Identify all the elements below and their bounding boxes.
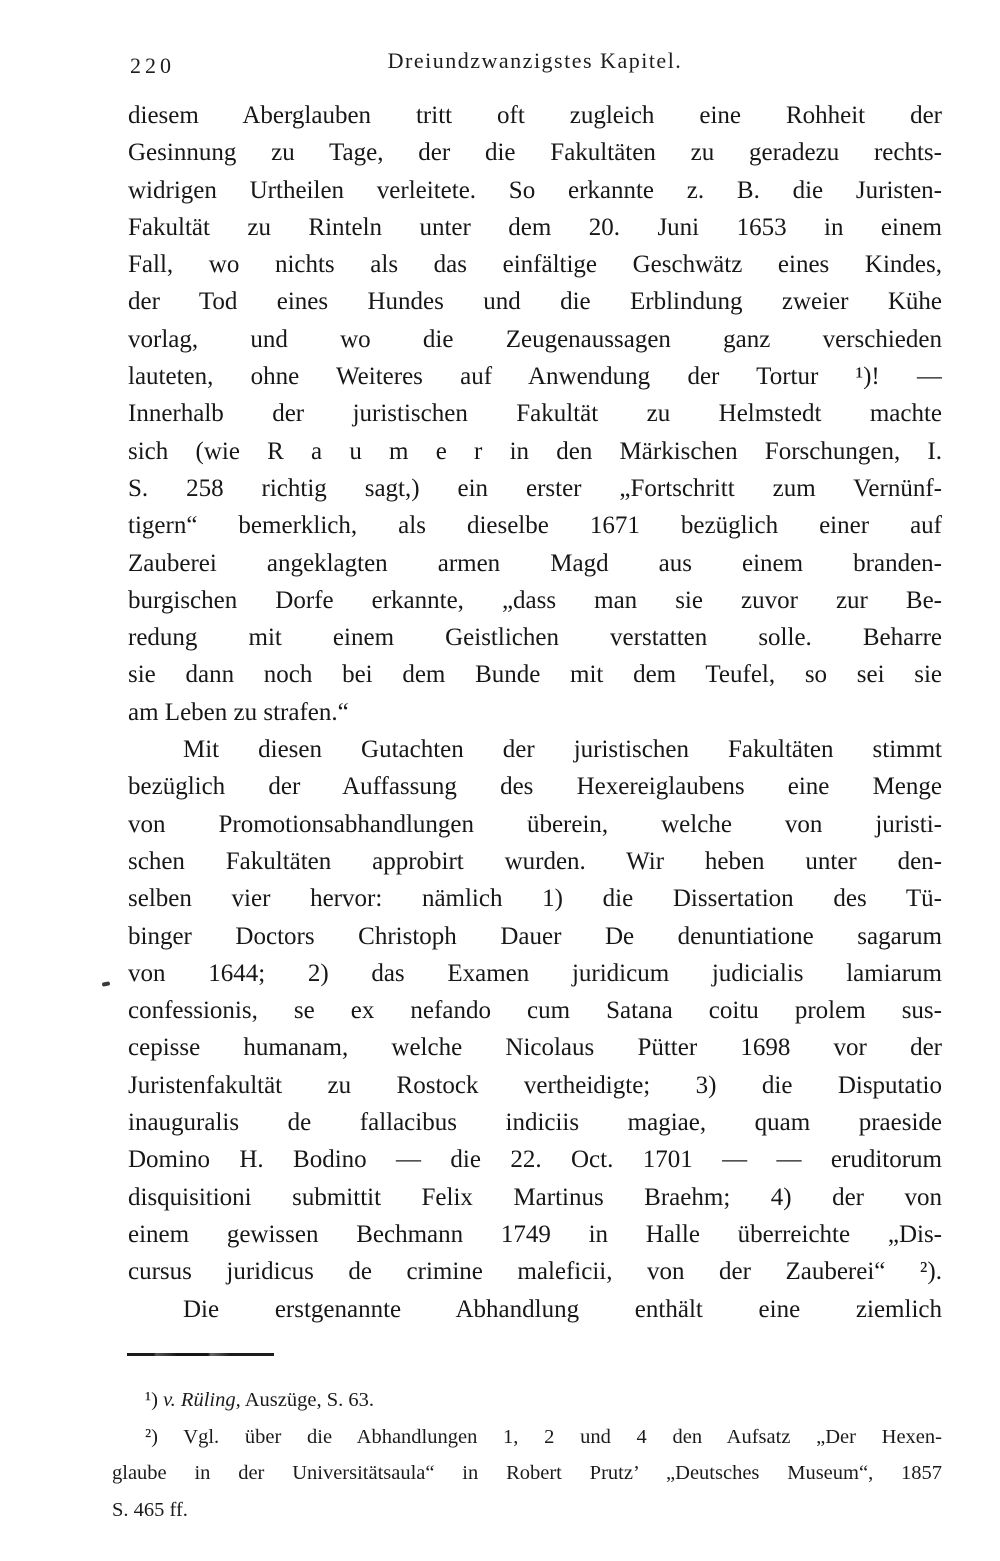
text-line: sie dann noch bei dem Bunde mit dem Teufel, so sei sie <box>128 661 942 689</box>
text-line: diesem Aberglauben tritt oft zugleich eine Rohheit der <box>128 102 942 129</box>
text-line: selben vier hervor: nämlich 1) die Dissertation des Tü- <box>128 885 942 913</box>
footnote-2-line-1: ²) Vgl. über die Abhandlungen 1, 2 und 4 den Aufsatz „Der Hexen- <box>145 1425 942 1448</box>
text-line: sich (wie R a u m e r in den Märkischen Forschungen, I. <box>128 437 942 465</box>
text-line: der Tod eines Hundes und die Erblindung zweier Kühe <box>128 288 942 316</box>
text-line: lauteten, ohne Weiteres auf Anwendung der Tortur ¹)! — <box>128 363 942 391</box>
footnote-1-source: v. Rüling, <box>163 1389 241 1411</box>
text-line: inauguralis de fallacibus indiciis magiae, quam praeside <box>128 1109 942 1137</box>
text-line: burgischen Dorfe erkannte, „dass man sie zuvor zur Be- <box>128 586 942 614</box>
footnote-2-line-3: S. 465 ff. <box>112 1498 188 1521</box>
text-line: von Promotionsabhandlungen überein, welche von juristi- <box>128 810 942 838</box>
footnote-1-marker: ¹) <box>145 1389 158 1411</box>
footnote-1-text: Auszüge, S. 63. <box>244 1389 374 1411</box>
text-line: Zauberei angeklagten armen Magd aus einem branden- <box>128 549 942 577</box>
text-line: von 1644; 2) das Examen juridicum judicialis lamiarum <box>128 959 942 987</box>
text-line: Gesinnung zu Tage, der die Fakultäten zu geradezu rechts- <box>128 139 942 167</box>
text-line: disquisitioni submittit Felix Martinus Braehm; 4) der von <box>128 1183 942 1211</box>
running-header <box>128 46 942 78</box>
body-text <box>128 97 942 1328</box>
footnotes <box>112 1382 942 1528</box>
page-number: 220 <box>130 53 175 78</box>
text-line: widrigen Urtheilen verleitete. So erkannte z. B. die Juristen- <box>128 176 942 204</box>
footnote-1 <box>112 1382 942 1419</box>
text-line: Fakultät zu Rinteln unter dem 20. Juni 1653 in einem <box>128 213 942 241</box>
text-line: einem gewissen Bechmann 1749 in Halle überreichte „Dis- <box>128 1220 942 1248</box>
text-line: S. 258 richtig sagt,) ein erster „Fortschritt zum Vernünf- <box>128 474 942 502</box>
text-line: Die erstgenannte Abhandlung enthält eine ziemlich <box>183 1295 942 1323</box>
text-line: am Leben zu strafen.“ <box>128 698 349 726</box>
chapter-title: Dreiundzwanzigstes Kapitel. <box>387 48 683 73</box>
text-line: Juristenfakultät zu Rostock vertheidigte; 3) die Disputatio <box>128 1071 942 1099</box>
text-line: Innerhalb der juristischen Fakultät zu Helmstedt machte <box>128 400 942 428</box>
text-line: bezüglich der Auffassung des Hexereiglaubens eine Menge <box>128 773 942 801</box>
text-line: Domino H. Bodino — die 22. Oct. 1701 — — eruditorum <box>128 1146 942 1174</box>
footnote-2-line-2: glaube in der Universitätsaula“ in Robert Prutz’ „Deutsches Museum“, 1857 <box>112 1462 942 1484</box>
text-line: Mit diesen Gutachten der juristischen Fakultäten stimmt <box>183 736 942 764</box>
text-line: vorlag, und wo die Zeugenaussagen ganz verschieden <box>128 325 942 353</box>
text-line: confessionis, se ex nefando cum Satana coitu prolem sus- <box>128 997 942 1025</box>
text-line: redung mit einem Geistlichen verstatten solle. Beharre <box>128 624 942 652</box>
footnote-separator <box>127 1353 274 1356</box>
text-line: binger Doctors Christoph Dauer De denuntiatione sagarum <box>128 922 942 950</box>
text-line: cursus juridicus de crimine maleficii, von der Zauberei“ ²). <box>128 1258 942 1286</box>
text-line: Fall, wo nichts als das einfältige Geschwätz eines Kindes, <box>128 251 942 279</box>
scan-artifact <box>102 981 111 986</box>
text-line: cepisse humanam, welche Nicolaus Pütter 1698 vor der <box>128 1034 942 1062</box>
text-line: schen Fakultäten approbirt wurden. Wir heben unter den- <box>128 847 942 875</box>
text-line: tigern“ bemerklich, als dieselbe 1671 bezüglich einer auf <box>128 512 942 540</box>
